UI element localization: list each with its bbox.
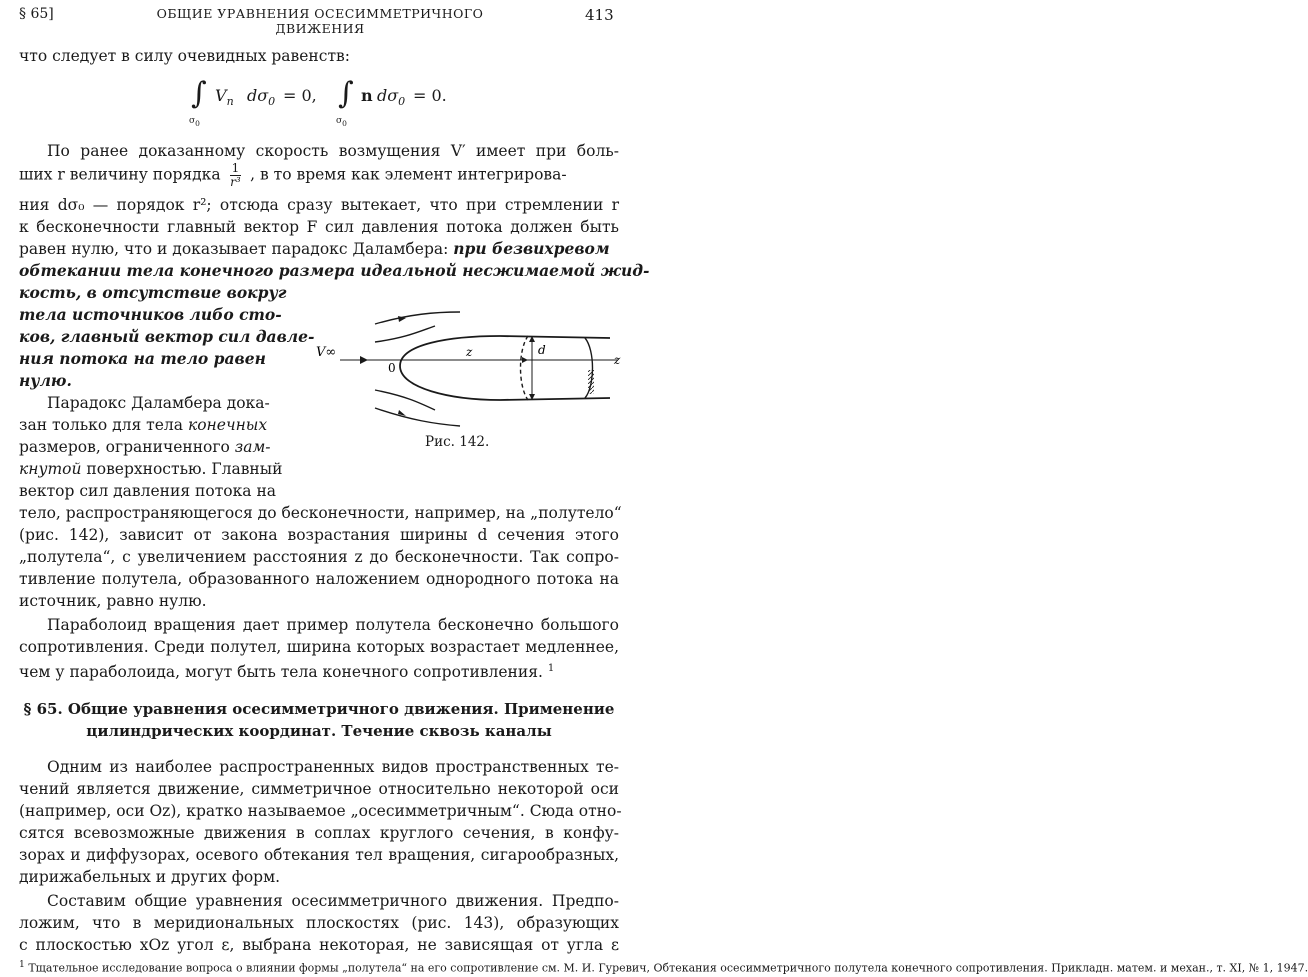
para2-line10: источник, равно нулю. [19, 592, 207, 610]
streamline-bottom-inner [375, 390, 435, 410]
para4-line2: чений является движение, симметричное относительно некоторой оси [19, 780, 619, 798]
para1-line2: ших r величину порядка $\frac{1}{\text{r³}}$ , в то время как элемент интегрирова- [19, 161, 567, 189]
section-title-line2: цилиндрических координат. Течение сквозь каналы [86, 722, 552, 740]
streamline-top-outer [375, 312, 460, 324]
halfbody-contour [400, 336, 610, 400]
right-integrand: n [361, 86, 373, 105]
right-differential: $d\sigma_0$ [377, 86, 406, 109]
left-differential: $d\sigma_0$ [247, 86, 276, 109]
para5-line1: Составим общие уравнения осесимметричного движения. Предпо- [47, 892, 619, 910]
para2-line9: тивление полутела, образованного наложением однородного потока на [19, 570, 619, 588]
arrow-z-end [522, 357, 528, 363]
label-velocity: V∞ [316, 345, 337, 360]
para3-line3: чем у параболоида, могут быть тела конечного сопротивления. $^1$ [19, 663, 555, 682]
para1-line7: кость, в отсутствие вокруг [19, 283, 287, 302]
right-equals: = 0. [413, 86, 447, 105]
label-d: d [538, 343, 546, 357]
section-marker: § 65] [19, 6, 54, 22]
footnote-line1: $^1$ Тщательное исследование вопроса о влиянии формы „полутела“ на его сопротивление см. М. И. Гуревич, Обтекания осесимметричного полутела конечного сопротивления. Прикладн. матем. и механ., т. XI, № 1, 1947. [19, 959, 1308, 975]
para1-line6: обтекании тела конечного размера идеальной несжимаемой жид- [19, 261, 650, 280]
order-fraction: $\frac{1}{\text{r³}}$ [230, 161, 241, 189]
para1-line3: ния dσ₀ — порядок r²; отсюда сразу вытекает, что при стремлении r [19, 196, 619, 214]
para4-line4: сятся всевозможные движения в соплах круглого сечения, в конфу- [19, 824, 619, 842]
para2-line6: тело, распространяющегося до бесконечности, например, на „полутело“ [19, 504, 622, 522]
para3-line1: Параболоид вращения дает пример полутела бесконечно большого [47, 616, 619, 634]
page-number: 413 [585, 6, 614, 24]
para2-line1: Парадокс Даламбера дока- [47, 394, 270, 412]
para1-line9: ков, главный вектор сил давле- [19, 327, 315, 346]
para4-line6: дирижабельных и других форм. [19, 868, 281, 886]
para1-line5: равен нулю, что и доказывает парадокс Даламбера: при безвихревом [19, 239, 610, 258]
para1-line8: тела источников либо сто- [19, 305, 282, 324]
figure-142 [300, 300, 625, 440]
label-origin: 0 [388, 361, 396, 375]
label-z-axis: z [614, 353, 621, 367]
arrow-velocity [360, 356, 368, 364]
para1-line11: нулю. [19, 371, 72, 390]
para2-line2: зан только для тела конечных [19, 416, 268, 434]
para2-line7: (рис. 142), зависит от закона возрастания ширины d сечения этого [19, 526, 619, 544]
intro-line: что следует в силу очевидных равенств: [19, 47, 350, 65]
halfbody-cross-section [521, 336, 529, 400]
para2-line5: вектор сил давления потока на [19, 482, 277, 500]
left-integrand: $V_n$ [215, 86, 234, 109]
footnote [19, 956, 1308, 975]
lower-limit-left: $\sigma_0$ [189, 116, 200, 128]
para2-line4: кнутой поверхностью. Главный [19, 460, 283, 478]
integral-sign-left: ∫ [191, 76, 207, 111]
para2-line3: размеров, ограниченного зам- [19, 438, 271, 456]
integral-sign-right: ∫ [338, 76, 354, 111]
equation [185, 72, 485, 132]
footnote-ref: 1 [547, 663, 555, 674]
lower-limit-right: $\sigma_0$ [336, 116, 347, 128]
end-hatching [588, 370, 594, 394]
para1-line10: ния потока на тело равен [19, 349, 266, 368]
para4-line3: (например, оси Oz), кратко называемое „осесимметричным“. Сюда отно- [19, 802, 622, 820]
para3-line2: сопротивления. Среди полутел, ширина которых возрастает медленнее, [19, 638, 619, 656]
section-title-line1: § 65. Общие уравнения осесимметричного движения. Применение [23, 700, 615, 718]
para4-line1: Одним из наиболее распространенных видов пространственных те- [47, 758, 619, 776]
para4-line5: зорах и диффузорах, осевого обтекания тел вращения, сигарообразных, [19, 846, 619, 864]
streamline-top-inner [375, 326, 435, 342]
para5-line2: ложим, что в меридиональных плоскостях (рис. 143), образующих [19, 914, 619, 932]
para1-line1: По ранее доказанному скорость возмущения V′ имеет при боль- [47, 142, 619, 160]
left-equals: = 0, [283, 86, 317, 105]
label-z-inner: z [466, 345, 473, 359]
para5-line3: с плоскостью xOz угол ε, выбрана некоторая, не зависящая от угла ε [19, 936, 619, 954]
para1-line4: к бесконечности главный вектор F сил давления потока должен быть [19, 218, 619, 236]
para2-line8: „полутела“, с увеличением расстояния z до бесконечности. Так сопро- [19, 548, 619, 566]
streamline-bottom-outer [375, 408, 460, 426]
figure-caption: Рис. 142. [425, 434, 490, 450]
running-title: ОБЩИЕ УРАВНЕНИЯ ОСЕСИММЕТРИЧНОГО ДВИЖЕНИЯ [156, 6, 484, 36]
